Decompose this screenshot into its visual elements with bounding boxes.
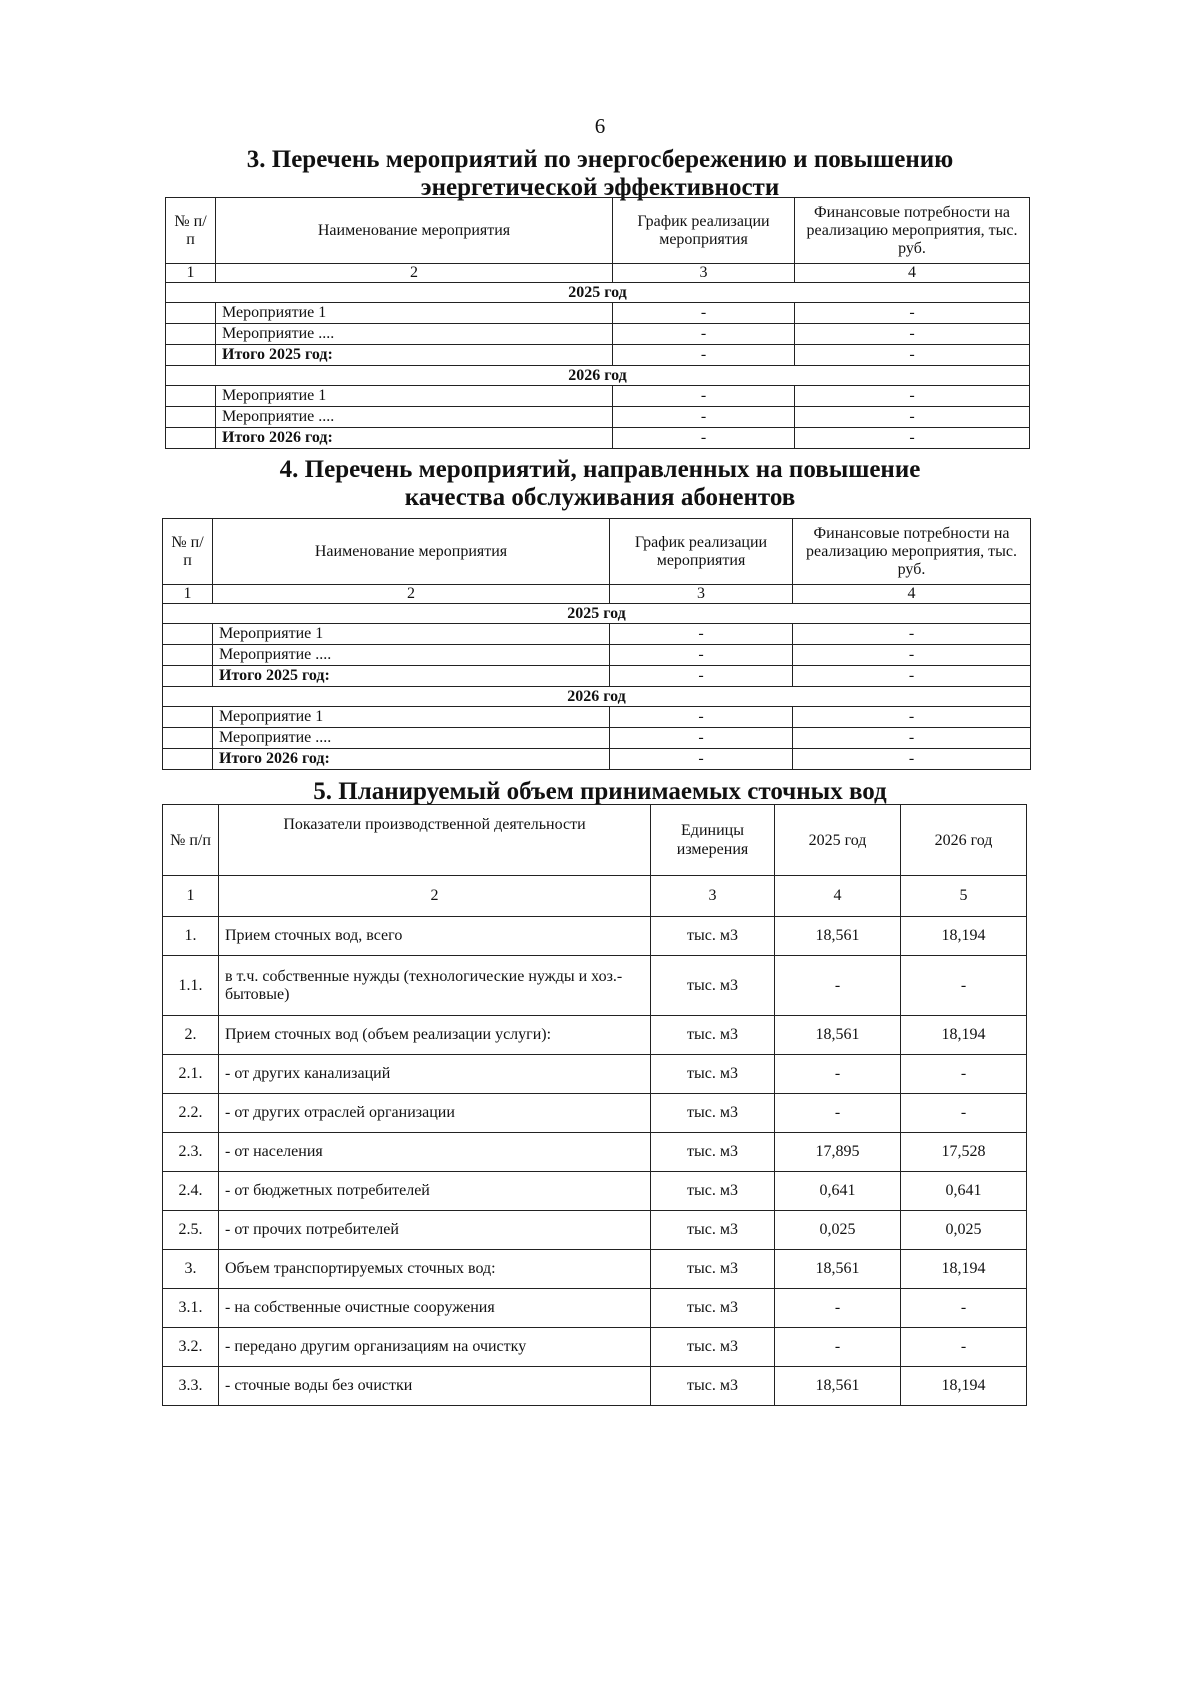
col-number: 2 [213, 585, 610, 604]
col-number: 4 [793, 585, 1031, 604]
table-row [166, 324, 1030, 345]
indicator-name: - от прочих потребителей [219, 1211, 651, 1250]
col-number: 2 [219, 876, 651, 917]
financing-cell: - [793, 707, 1031, 728]
financing-cell: - [795, 345, 1030, 366]
header-financing: Финансовые потребности на реализацию мероприятия, тыс. руб. [793, 519, 1031, 585]
row-number: 1.1. [163, 956, 219, 1016]
financing-cell: - [793, 645, 1031, 666]
measure-name: Мероприятие 1 [216, 386, 613, 407]
row-number: 3. [163, 1250, 219, 1289]
value-2026: - [901, 1289, 1027, 1328]
section-3-title-line2: энергетической эффективности [420, 174, 780, 201]
column-numbers-row [163, 585, 1031, 604]
unit-cell: тыс. м3 [651, 1133, 775, 1172]
table-row [166, 303, 1030, 324]
table-row [163, 1133, 1027, 1172]
unit-cell: тыс. м3 [651, 1367, 775, 1406]
header-measure-name: Наименование мероприятия [213, 519, 610, 585]
table-row [163, 1289, 1027, 1328]
section-4-title-line1: 4. Перечень мероприятий, направленных на повышение [279, 456, 921, 483]
header-financing: Финансовые потребности на реализацию мероприятия, тыс. руб. [795, 198, 1030, 264]
header-measure-name: Наименование мероприятия [216, 198, 613, 264]
table-row [163, 645, 1031, 666]
measure-name: Мероприятие .... [216, 324, 613, 345]
unit-cell: тыс. м3 [651, 1289, 775, 1328]
service-quality-measures-table [162, 518, 1031, 770]
header-num: № п/п [163, 805, 219, 876]
value-2026: 18,194 [901, 1250, 1027, 1289]
financing-cell: - [793, 666, 1031, 687]
table-row [163, 1367, 1027, 1406]
value-2025: 18,561 [775, 1016, 901, 1055]
schedule-cell: - [610, 624, 793, 645]
financing-cell: - [795, 386, 1030, 407]
section-5-title: 5. Планируемый объем принимаемых сточных вод [313, 778, 887, 805]
header-num: № п/п [166, 198, 216, 264]
financing-cell: - [795, 303, 1030, 324]
row-number: 2.5. [163, 1211, 219, 1250]
total-row [163, 749, 1031, 770]
header-num: № п/п [163, 519, 213, 585]
financing-cell: - [793, 624, 1031, 645]
row-number: 2.3. [163, 1133, 219, 1172]
indicator-name: - на собственные очистные сооружения [219, 1289, 651, 1328]
year-2025-row: 2025 год [163, 604, 1031, 624]
section-3-title [0, 146, 1200, 202]
value-2025: 0,641 [775, 1172, 901, 1211]
year-2026-row: 2026 год [163, 687, 1031, 707]
value-2025: 18,561 [775, 1250, 901, 1289]
financing-cell: - [795, 428, 1030, 449]
measure-name: Мероприятие 1 [213, 707, 610, 728]
indicator-name: Прием сточных вод, всего [219, 917, 651, 956]
header-unit: Единицы измерения [651, 805, 775, 876]
section-4-title [0, 456, 1200, 512]
value-2026: 0,641 [901, 1172, 1027, 1211]
value-2025: - [775, 1289, 901, 1328]
value-2025: 18,561 [775, 917, 901, 956]
indicator-name: - от населения [219, 1133, 651, 1172]
schedule-cell: - [613, 345, 795, 366]
col-number: 3 [651, 876, 775, 917]
total-row [166, 345, 1030, 366]
unit-cell: тыс. м3 [651, 1094, 775, 1133]
value-2026: - [901, 1094, 1027, 1133]
table-row [163, 1016, 1027, 1055]
measure-name: Мероприятие .... [216, 407, 613, 428]
row-number: 2.2. [163, 1094, 219, 1133]
table-row [163, 956, 1027, 1016]
value-2025: - [775, 1055, 901, 1094]
value-2025: - [775, 956, 901, 1016]
measure-name: Мероприятие 1 [216, 303, 613, 324]
unit-cell: тыс. м3 [651, 1250, 775, 1289]
row-number: 2. [163, 1016, 219, 1055]
col-number: 3 [613, 264, 795, 283]
unit-cell: тыс. м3 [651, 917, 775, 956]
col-number: 4 [795, 264, 1030, 283]
col-number: 1 [163, 876, 219, 917]
section-4-title-line2: качества обслуживания абонентов [404, 484, 796, 511]
section-3-title-line1: 3. Перечень мероприятий по энергосбережению и повышению [246, 146, 954, 173]
indicator-name: Объем транспортируемых сточных вод: [219, 1250, 651, 1289]
table-row [163, 1328, 1027, 1367]
column-numbers-row [163, 876, 1027, 917]
row-number: 1. [163, 917, 219, 956]
total-row [166, 428, 1030, 449]
unit-cell: тыс. м3 [651, 1016, 775, 1055]
schedule-cell: - [613, 428, 795, 449]
value-2026: 18,194 [901, 1367, 1027, 1406]
value-2026: 0,025 [901, 1211, 1027, 1250]
indicator-name: в т.ч. собственные нужды (технологические нужды и хоз.-бытовые) [219, 956, 651, 1016]
unit-cell: тыс. м3 [651, 1328, 775, 1367]
table-row [166, 407, 1030, 428]
header-schedule: График реализации мероприятия [613, 198, 795, 264]
value-2025: 0,025 [775, 1211, 901, 1250]
col-number: 2 [216, 264, 613, 283]
header-schedule: График реализации мероприятия [610, 519, 793, 585]
table-row [163, 1250, 1027, 1289]
schedule-cell: - [610, 707, 793, 728]
schedule-cell: - [610, 749, 793, 770]
wastewater-volume-table [162, 804, 1027, 1406]
row-number: 3.2. [163, 1328, 219, 1367]
unit-cell: тыс. м3 [651, 1172, 775, 1211]
financing-cell: - [795, 324, 1030, 345]
header-2026: 2026 год [901, 805, 1027, 876]
total-label: Итого 2026 год: [213, 749, 610, 770]
value-2026: 17,528 [901, 1133, 1027, 1172]
financing-cell: - [793, 728, 1031, 749]
value-2026: - [901, 1055, 1027, 1094]
indicator-name: - от других канализаций [219, 1055, 651, 1094]
schedule-cell: - [613, 407, 795, 428]
col-number: 5 [901, 876, 1027, 917]
indicator-name: - передано другим организациям на очистку [219, 1328, 651, 1367]
header-2025: 2025 год [775, 805, 901, 876]
page-number: 6 [594, 114, 606, 138]
schedule-cell: - [610, 728, 793, 749]
column-numbers-row [166, 264, 1030, 283]
unit-cell: тыс. м3 [651, 956, 775, 1016]
total-label: Итого 2025 год: [216, 345, 613, 366]
measure-name: Мероприятие .... [213, 728, 610, 749]
indicator-name: Прием сточных вод (объем реализации услуги): [219, 1016, 651, 1055]
year-2025-row: 2025 год [166, 283, 1030, 303]
schedule-cell: - [613, 386, 795, 407]
financing-cell: - [795, 407, 1030, 428]
value-2025: 18,561 [775, 1367, 901, 1406]
col-number: 3 [610, 585, 793, 604]
total-row [163, 666, 1031, 687]
schedule-cell: - [613, 324, 795, 345]
value-2025: 17,895 [775, 1133, 901, 1172]
col-number: 1 [166, 264, 216, 283]
energy-saving-measures-table [165, 197, 1030, 449]
table-row [163, 1172, 1027, 1211]
table-row [163, 1094, 1027, 1133]
value-2025: - [775, 1328, 901, 1367]
schedule-cell: - [610, 666, 793, 687]
table-row [163, 707, 1031, 728]
table-row [163, 624, 1031, 645]
value-2026: - [901, 1328, 1027, 1367]
schedule-cell: - [610, 645, 793, 666]
indicator-name: - сточные воды без очистки [219, 1367, 651, 1406]
measure-name: Мероприятие 1 [213, 624, 610, 645]
table-row [163, 728, 1031, 749]
table-row [163, 917, 1027, 956]
value-2025: - [775, 1094, 901, 1133]
table-row [163, 1055, 1027, 1094]
row-number: 3.1. [163, 1289, 219, 1328]
col-number: 1 [163, 585, 213, 604]
value-2026: 18,194 [901, 917, 1027, 956]
table-row [166, 386, 1030, 407]
total-label: Итого 2026 год: [216, 428, 613, 449]
col-number: 4 [775, 876, 901, 917]
unit-cell: тыс. м3 [651, 1211, 775, 1250]
year-2026-row: 2026 год [166, 366, 1030, 386]
indicator-name: - от бюджетных потребителей [219, 1172, 651, 1211]
value-2026: 18,194 [901, 1016, 1027, 1055]
table-row [163, 1211, 1027, 1250]
schedule-cell: - [613, 303, 795, 324]
unit-cell: тыс. м3 [651, 1055, 775, 1094]
measure-name: Мероприятие .... [213, 645, 610, 666]
value-2026: - [901, 956, 1027, 1016]
financing-cell: - [793, 749, 1031, 770]
total-label: Итого 2025 год: [213, 666, 610, 687]
header-indicator: Показатели производственной деятельности [219, 805, 651, 876]
row-number: 3.3. [163, 1367, 219, 1406]
indicator-name: - от других отраслей организации [219, 1094, 651, 1133]
row-number: 2.4. [163, 1172, 219, 1211]
row-number: 2.1. [163, 1055, 219, 1094]
